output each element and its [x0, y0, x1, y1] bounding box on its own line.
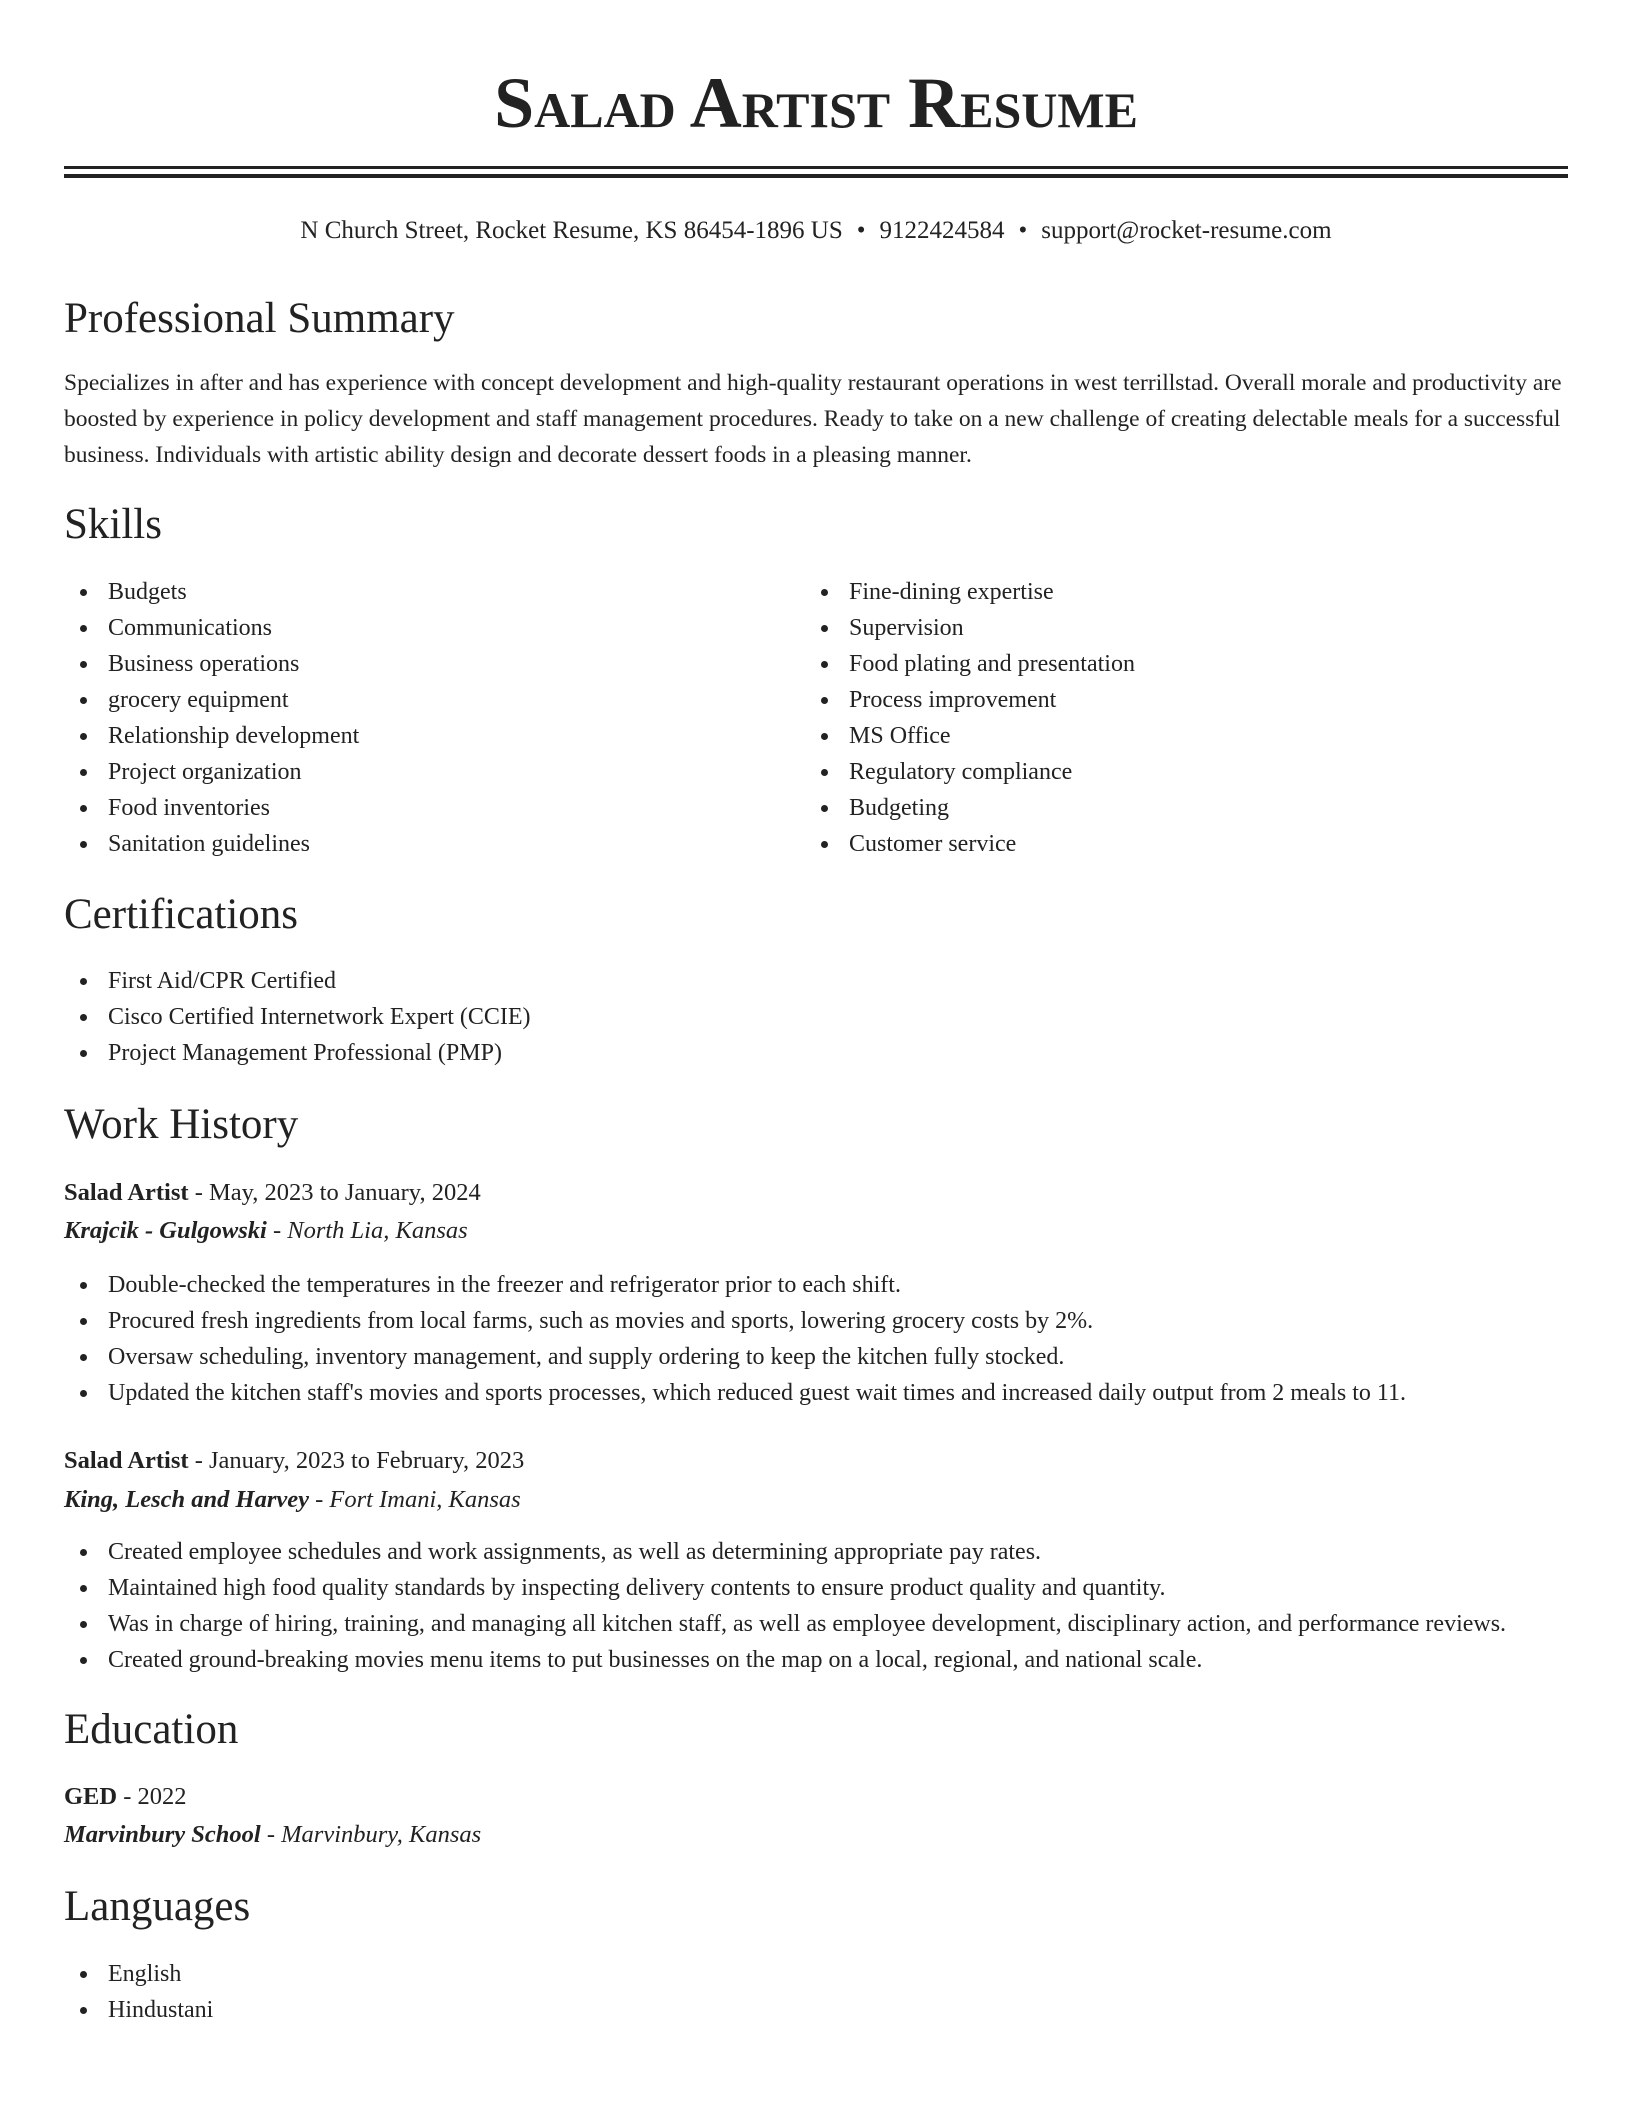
skill-item: Budgeting: [805, 790, 1505, 826]
job-bullets: [64, 1534, 1568, 1678]
job-employer-line: [64, 1481, 521, 1519]
skill-item: MS Office: [805, 718, 1505, 754]
resume-title: Salad Artist Resume: [494, 63, 1138, 143]
job-bullet: Double-checked the temperatures in the freezer and refrigerator prior to each shift.: [64, 1267, 1568, 1303]
job-location: - Fort Imani, Kansas: [309, 1486, 521, 1513]
language-item: English: [64, 1956, 764, 1992]
skill-item: Food plating and presentation: [805, 646, 1505, 682]
job-title-line: [64, 1442, 524, 1480]
contact-address: N Church Street, Rocket Resume, KS 86454-1896 US: [300, 217, 843, 244]
education-location: - Marvinbury, Kansas: [260, 1821, 482, 1848]
languages-heading: Languages: [64, 1883, 251, 1930]
skills-list-right: [805, 574, 1505, 862]
contact-line: [64, 213, 1568, 249]
skill-item: Regulatory compliance: [805, 754, 1505, 790]
skill-item: Sanitation guidelines: [64, 826, 764, 862]
skills-list-left: [64, 574, 764, 862]
education-school-line: [64, 1816, 481, 1854]
skill-item: Process improvement: [805, 682, 1505, 718]
job-title: Salad Artist: [64, 1179, 189, 1206]
title-divider-bottom: [64, 174, 1568, 178]
job-dates: - May, 2023 to January, 2024: [188, 1179, 481, 1206]
job-location: - North Lia, Kansas: [266, 1217, 468, 1244]
skill-item: Food inventories: [64, 790, 764, 826]
skill-item: Communications: [64, 610, 764, 646]
job-bullets: [64, 1267, 1568, 1411]
education-year: - 2022: [117, 1783, 187, 1810]
skill-item: Project organization: [64, 754, 764, 790]
contact-separator: •: [856, 217, 866, 244]
title-divider-top: [64, 166, 1568, 169]
skill-item: Supervision: [805, 610, 1505, 646]
skill-item: Business operations: [64, 646, 764, 682]
summary-text: Specializes in after and has experience with concept development and high-quality restaurant operations in west terrillstad. Overall morale and productivity are boosted by experience in policy development and staff management procedures. Ready to take on a new challenge of creating delectable meals for a successful business. Individuals with artistic ability design and decorate dessert foods in a pleasing manner.: [64, 370, 1562, 468]
certification-item: Project Management Professional (PMP): [64, 1035, 1464, 1071]
job-dates: - January, 2023 to February, 2023: [188, 1447, 525, 1474]
education-degree: GED: [64, 1783, 118, 1810]
contact-phone: 9122424584: [879, 217, 1005, 244]
job-bullet: Procured fresh ingredients from local farms, such as movies and sports, lowering grocery costs by 2%.: [64, 1303, 1568, 1339]
job-bullet: Created ground-breaking movies menu items to put businesses on the map on a local, regional, and national scale.: [64, 1642, 1568, 1678]
job-bullet: Updated the kitchen staff's movies and sports processes, which reduced guest wait times and increased daily output from 2 meals to 11.: [64, 1375, 1568, 1411]
job-bullet: Was in charge of hiring, training, and managing all kitchen staff, as well as employee development, disciplinary action, and performance reviews.: [64, 1606, 1568, 1642]
job-title-line: [64, 1174, 481, 1212]
contact-email: support@rocket-resume.com: [1041, 217, 1332, 244]
work-history-heading: Work History: [64, 1101, 299, 1148]
education-degree-line: [64, 1778, 187, 1816]
job-employer: King, Lesch and Harvey: [64, 1486, 309, 1513]
job-bullet: Maintained high food quality standards by inspecting delivery contents to ensure product quality and quantity.: [64, 1570, 1568, 1606]
skills-heading: Skills: [64, 501, 162, 548]
skill-item: Fine-dining expertise: [805, 574, 1505, 610]
certifications-heading: Certifications: [64, 891, 299, 938]
job-employer: Krajcik - Gulgowski: [64, 1217, 267, 1244]
language-item: Hindustani: [64, 1992, 764, 2028]
skill-item: Customer service: [805, 826, 1505, 862]
education-heading: Education: [64, 1706, 239, 1753]
certifications-list: [64, 963, 1464, 1071]
job-bullet: Created employee schedules and work assignments, as well as determining appropriate pay rates.: [64, 1534, 1568, 1570]
skill-item: grocery equipment: [64, 682, 764, 718]
job-title: Salad Artist: [64, 1447, 189, 1474]
certification-item: Cisco Certified Internetwork Expert (CCIE): [64, 999, 1464, 1035]
languages-list: [64, 1956, 764, 2028]
summary-heading: Professional Summary: [64, 295, 455, 342]
education-school: Marvinbury School: [64, 1821, 261, 1848]
contact-separator: •: [1018, 217, 1028, 244]
certification-item: First Aid/CPR Certified: [64, 963, 1464, 999]
skill-item: Relationship development: [64, 718, 764, 754]
job-employer-line: [64, 1212, 468, 1250]
job-bullet: Oversaw scheduling, inventory management, and supply ordering to keep the kitchen fully stocked.: [64, 1339, 1568, 1375]
skill-item: Budgets: [64, 574, 764, 610]
